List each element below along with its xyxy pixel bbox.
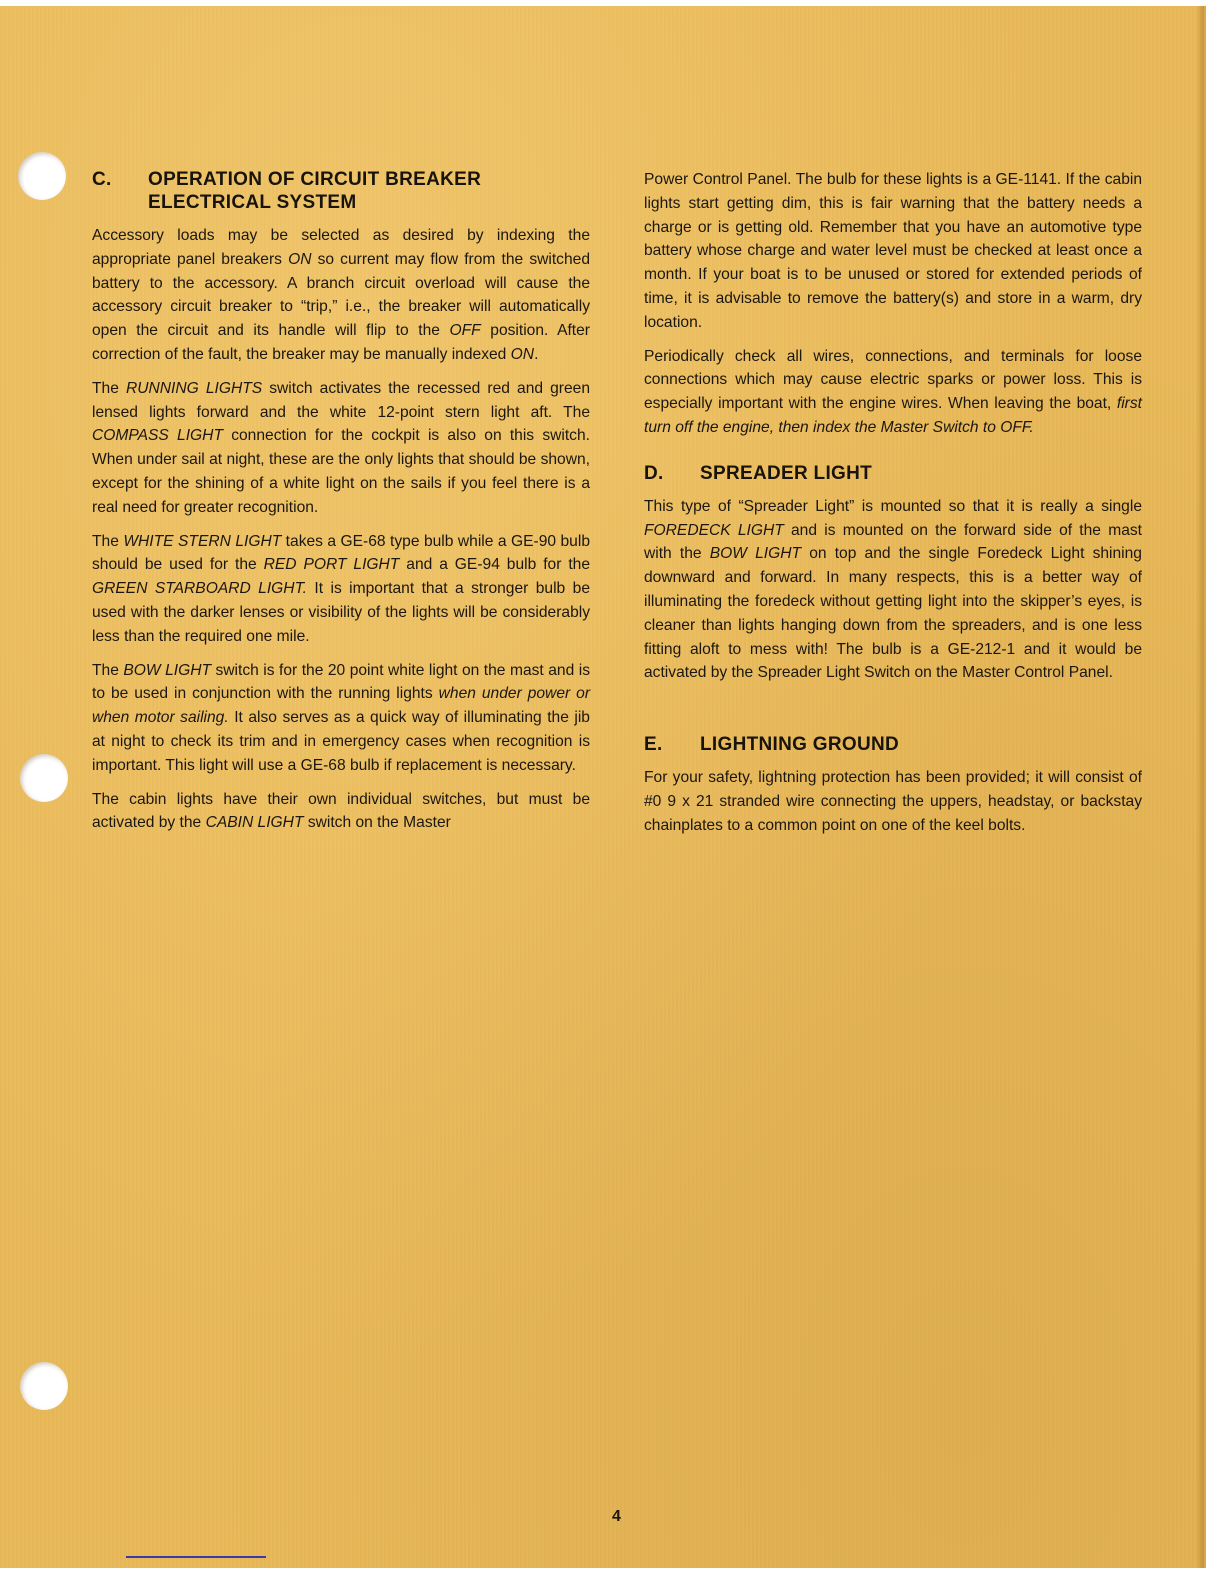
- section-c-paragraph-5-continued: Power Control Panel. The bulb for these lights is a GE-1141. If the cabin lights start getting dim, this is fair warning that the battery needs a charge or is getting old. Remember that you have an automotive type battery whose charge and water level must be checked at least once a month. If your boat is to be unused or stored for extended periods of time, it is advisable to remove the battery(s) and store in a warm, dry location.: [644, 171, 1142, 331]
- section-d-paragraph-1: This type of “Spreader Light” is mounted so that it is really a single FOREDECK LIGHT and is mounted on the forward side of the mast with the BOW LIGHT on top and the single Foredeck Light shining downward and forward. In many respects, this is a better way of illuminating the foredeck without getting light into the skipper’s eyes, is cleaner than lights hanging down from the spreaders, and is one less fitting aloft to mess with! The bulb is a GE-212-1 and it would be activated by the Spreader Light Switch on the Master Control Panel.: [644, 497, 1142, 682]
- section-e-title: LIGHTNING GROUND: [700, 734, 900, 756]
- punch-hole-top: [18, 152, 66, 200]
- bottom-rule: [126, 1556, 266, 1558]
- section-c-paragraph-2: The RUNNING LIGHTS switch activates the recessed red and green lensed lights forward and the white 12-point stern light aft. The COMPASS LIGHT connection for the cockpit is also on this switch. When under sail at night, these are the only lights that should be shown, except for the shining of a white light on the sails if you feel there is a real need for greater recognition.: [92, 379, 591, 516]
- left-column: [92, 168, 590, 835]
- section-c-paragraph-1: Accessory loads may be selected as desired by indexing the appropriate panel breakers ON so current may flow from the switched battery to the accessory. A branch circuit overload will cause the accessory circuit breaker to “trip,” i.e., the breaker will automatically open the circuit and its handle will flip to the OFF position. After correction of the fault, the breaker may be manually indexed ON.: [92, 227, 590, 363]
- section-d-heading: [644, 462, 1142, 485]
- paper-edge-shadow: [1196, 6, 1204, 1568]
- section-c-letter: C.: [92, 169, 112, 190]
- section-e-heading: [644, 733, 1142, 756]
- section-c-title-line2: ELECTRICAL SYSTEM: [148, 192, 357, 213]
- page-number: 4: [612, 1508, 621, 1525]
- section-c-paragraph-6: Periodically check all wires, connections, and terminals for loose connections which may cause electric sparks or power loss. This is especially important with the engine wires. When leaving the boat, first turn off the engine, then index the Master Switch to OFF.: [644, 347, 1142, 436]
- section-e-letter: E.: [644, 734, 663, 756]
- section-c-paragraph-4: The BOW LIGHT switch is for the 20 point white light on the mast and is to be used in conjunction with the running lights when under power or when motor sailing. It also serves as a quick way of illuminating the jib at night to check its trim and in emergency cases when recognition is important. This light will use a GE-68 bulb if replacement is necessary.: [92, 661, 591, 774]
- cabin-light-continued: switch on the Master: [303, 814, 451, 832]
- punch-hole-bottom: [20, 1362, 68, 1410]
- section-d-title: SPREADER LIGHT: [700, 462, 873, 484]
- section-d-letter: D.: [644, 462, 664, 484]
- section-c-paragraph-3: The WHITE STERN LIGHT takes a GE-68 type bulb while a GE-90 bulb should be used for the RED PORT LIGHT and a GE-94 bulb for the GREEN STARBOARD LIGHT. It is important that a stronger bulb be used with the darker lenses or visibility of the lights will be considerably less than the required one mile.: [92, 532, 590, 645]
- section-c-title-line1: OPERATION OF CIRCUIT BREAKER: [148, 169, 482, 190]
- section-c-heading: [92, 168, 590, 214]
- right-column: [644, 168, 1142, 848]
- punch-hole-middle: [20, 754, 68, 802]
- section-e-paragraph-1: For your safety, lightning protection has been provided; it will consist of #0 9 x 21 stranded wire connecting the uppers, headstay, or backstay chainplates to a common point on one of the keel bolts.: [644, 769, 1142, 834]
- section-c-paragraph-5-start: The cabin lights have their own individual switches, but must be activated by the CABIN LIGHT switch on the Master: [92, 790, 590, 832]
